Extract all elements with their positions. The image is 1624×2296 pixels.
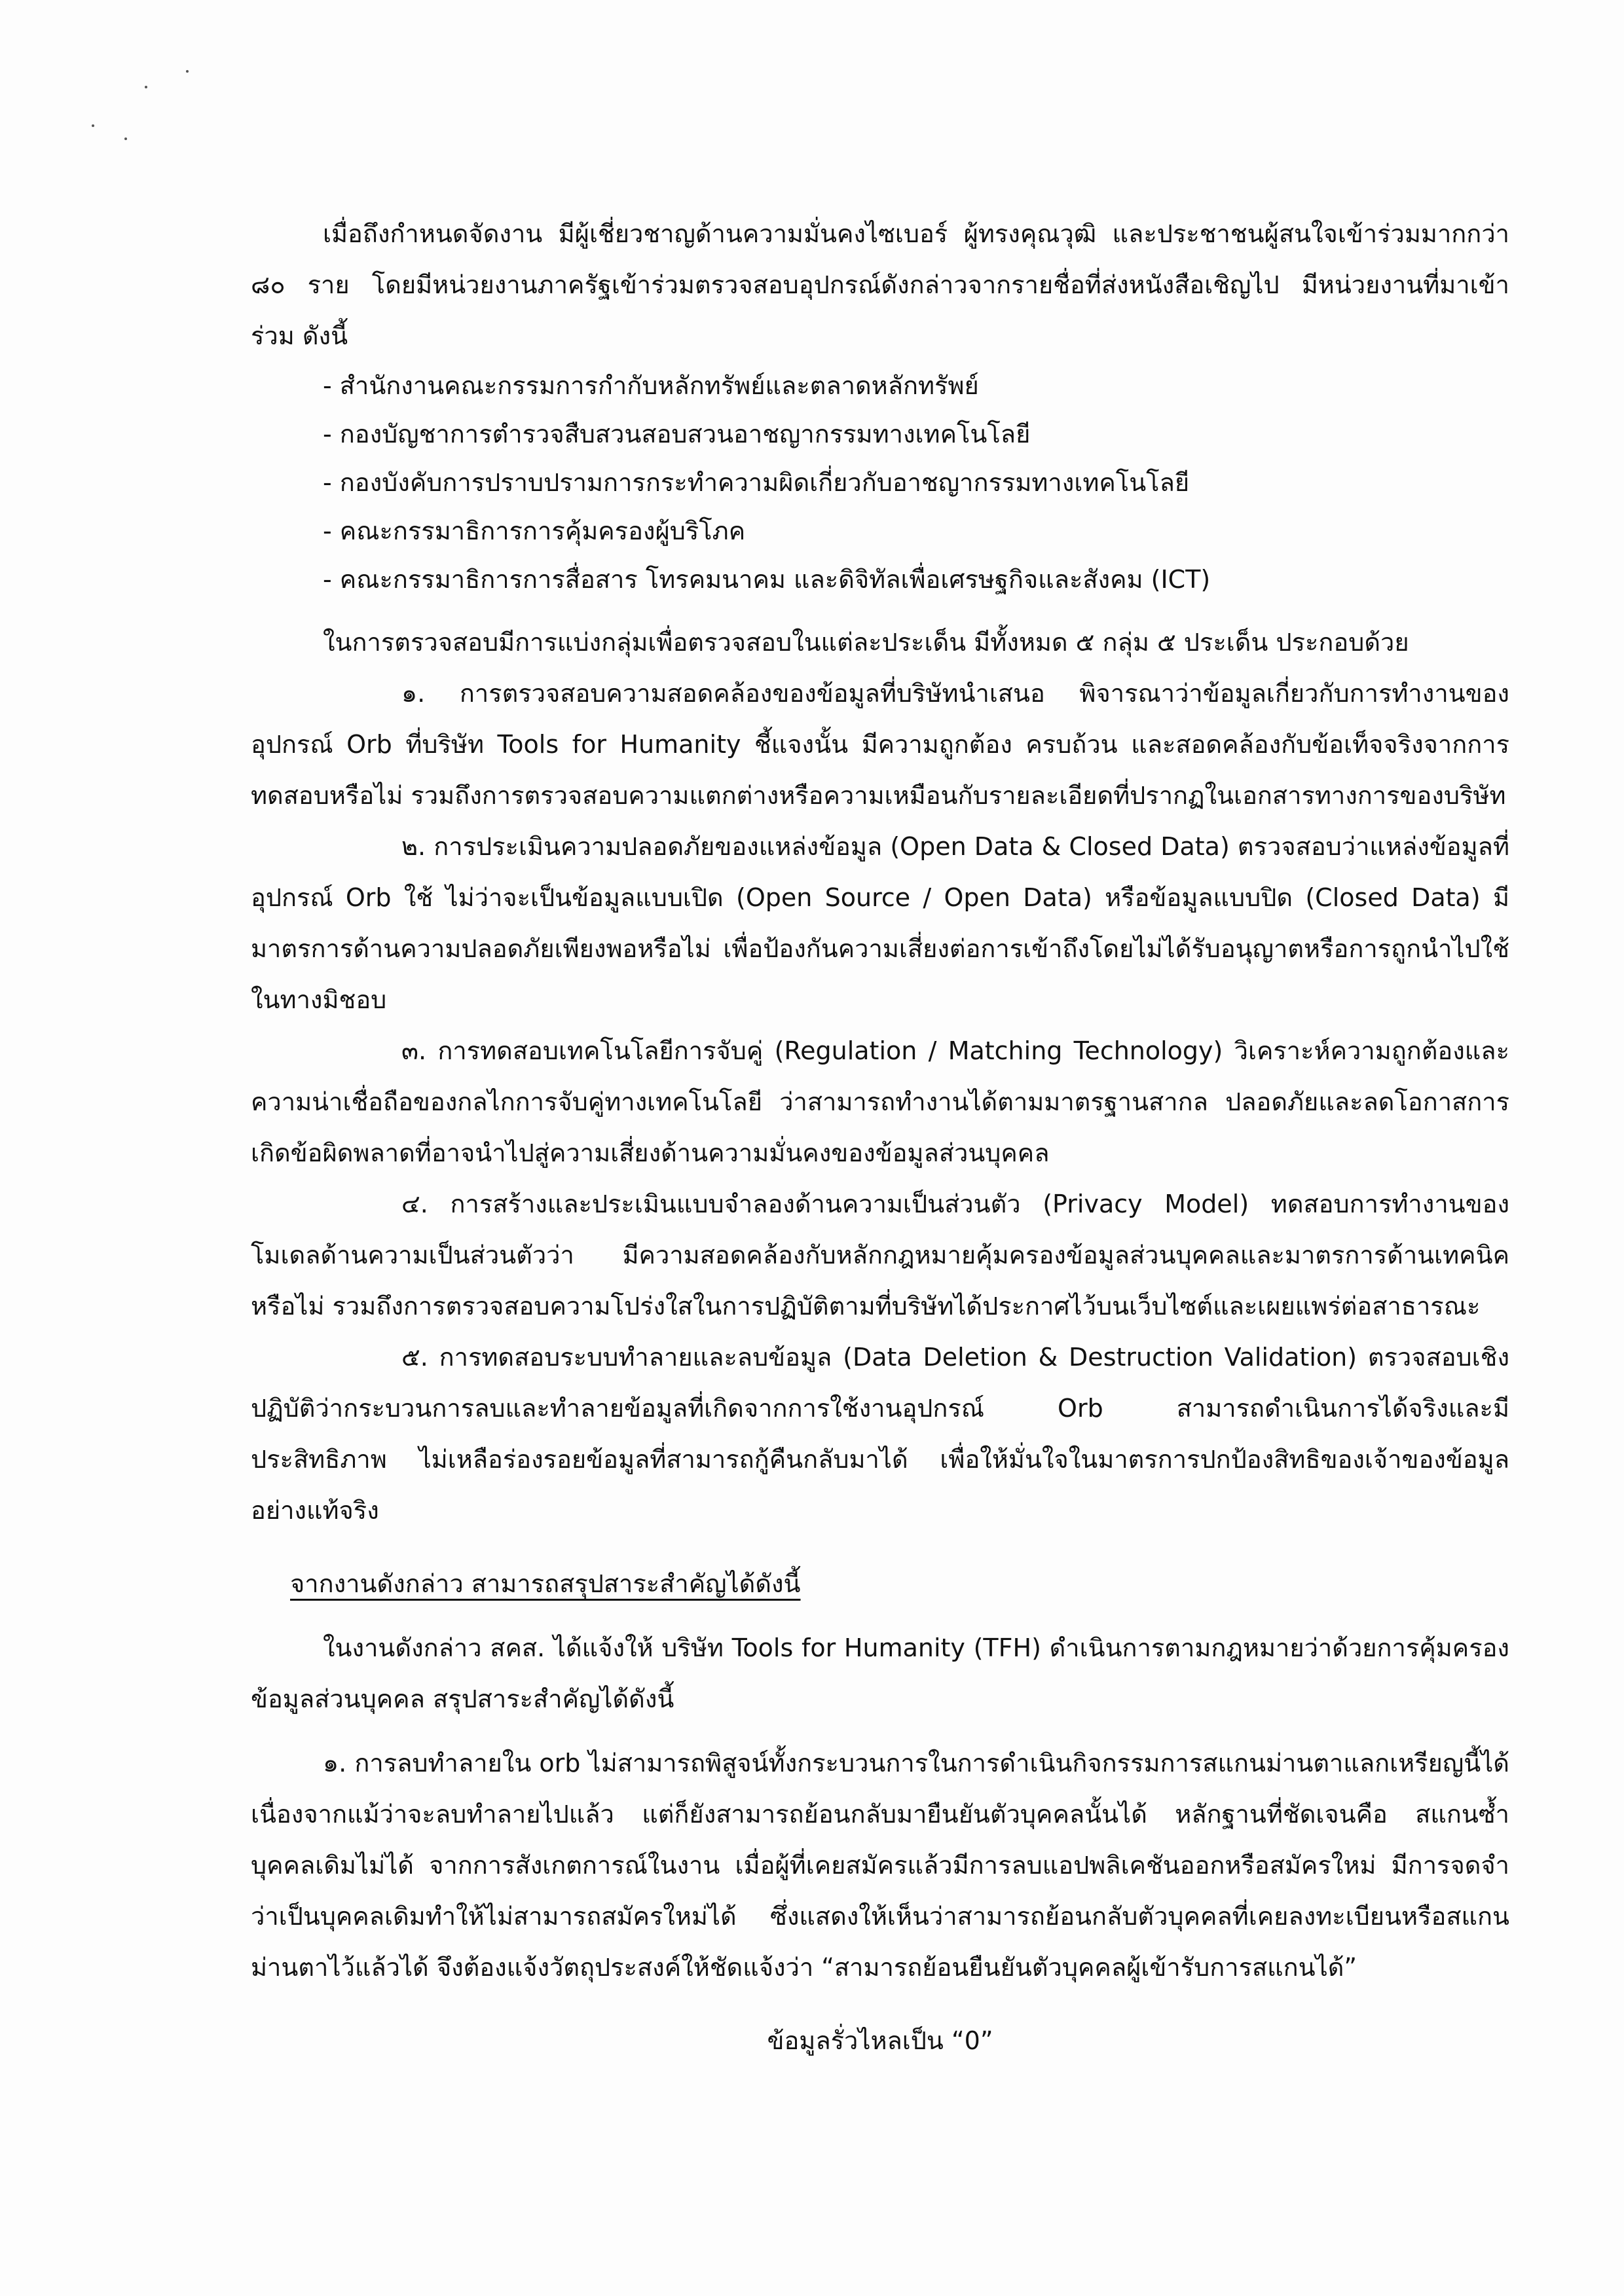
speck xyxy=(92,124,94,127)
agency-item: - คณะกรรมาธิการการสื่อสาร โทรคมนาคม และดิจิทัลเพื่อเศรษฐกิจและสังคม (ICT) xyxy=(323,565,1211,594)
agency-item: - สำนักงานคณะกรรมการกำกับหลักทรัพย์และตลาดหลักทรัพย์ xyxy=(323,371,979,400)
intro-paragraph: เมื่อถึงกำหนดจัดงาน มีผู้เชี่ยวชาญด้านความมั่นคงไซเบอร์ ผู้ทรงคุณวุฒิ และประชาชนผู้สนใจเข้าร่วมมากกว่า ๘๐ ราย โดยมีหน่วยงานภาครัฐเข้าร่วมตรวจสอบอุปกรณ์ดังกล่าวจากรายชื่อที่ส่งหนังสือเชิญไป มีหน่วยงานที่มาเข้าร่วม ดังนี้ xyxy=(251,219,1509,350)
leak-subheading: ข้อมูลรั่วไหลเป็น “0” xyxy=(767,2026,993,2055)
spacer xyxy=(251,1724,1509,1738)
agency-item: - คณะกรรมาธิการการคุ้มครองผู้บริโภค xyxy=(323,517,746,545)
speck xyxy=(145,86,147,88)
spacer xyxy=(251,1993,1509,2015)
speck xyxy=(186,70,189,73)
group-item-3: ๓. การทดสอบเทคโนโลยีการจับคู่ (Regulation / Matching Technology) วิเคราะห์ความถูกต้องและความน่าเชื่อถือของกลไกการจับคู่ทางเทคโนโลยี ว่าสามารถทำงานได้ตามมาตรฐานสากล ปลอดภัยและลดโอกาสการเกิดข้อผิดพลาดที่อาจนำไปสู่ความเสี่ยงด้านความมั่นคงของข้อมูลส่วนบุคคล xyxy=(251,1036,1509,1167)
spacer xyxy=(251,1536,1509,1558)
group-item-2: ๒. การประเมินความปลอดภัยของแหล่งข้อมูล (Open Data & Closed Data) ตรวจสอบว่าแหล่งข้อมูลที่อุปกรณ์ Orb ใช้ ไม่ว่าจะเป็นข้อมูลแบบเปิด (Open Source / Open Data) หรือข้อมูลแบบปิด (Closed Data) มีมาตรการด้านความปลอดภัยเพียงพอหรือไม่ เพื่อป้องกันความเสี่ยงต่อการเข้าถึงโดยไม่ได้รับอนุญาตหรือการถูกนำไปใช้ในทางมิชอบ xyxy=(251,832,1509,1014)
group-item-5: ๕. การทดสอบระบบทำลายและลบข้อมูล (Data Deletion & Destruction Validation) ตรวจสอบเชิงปฏิบัติว่ากระบวนการลบและทำลายข้อมูลที่เกิดจากการใช้งานอุปกรณ์ Orb สามารถดำเนินการได้จริงและมีประสิทธิภาพ ไม่เหลือร่องรอยข้อมูลที่สามารถกู้คืนกลับมาได้ เพื่อให้มั่นใจในมาตรการปกป้องสิทธิของเจ้าของข้อมูลอย่างแท้จริง xyxy=(251,1343,1509,1525)
group-item-4: ๔. การสร้างและประเมินแบบจำลองด้านความเป็นส่วนตัว (Privacy Model) ทดสอบการทำงานของโมเดลด้านความเป็นส่วนตัวว่า มีความสอดคล้องกับหลักกฎหมายคุ้มครองข้อมูลส่วนบุคคลและมาตรการด้านเทคนิคหรือไม่ รวมถึงการตรวจสอบความโปร่งใสในการปฏิบัติตามที่บริษัทได้ประกาศไว้บนเว็บไซต์และเผยแพร่ต่อสาธารณะ xyxy=(251,1190,1509,1321)
group-item-1: ๑. การตรวจสอบความสอดคล้องของข้อมูลที่บริษัทนำเสนอ พิจารณาว่าข้อมูลเกี่ยวกับการทำงานของอุปกรณ์ Orb ที่บริษัท Tools for Humanity ชี้แจงนั้น มีความถูกต้อง ครบถ้วน และสอดคล้องกับข้อเท็จจริงจากการทดสอบหรือไม่ รวมถึงการตรวจสอบความแตกต่างหรือความเหมือนกับรายละเอียดที่ปรากฏในเอกสารทางการของบริษัท xyxy=(251,679,1509,810)
spacer xyxy=(251,604,1509,617)
agency-item: - กองบัญชาการตำรวจสืบสวนสอบสวนอาชญากรรมทางเทคโนโลยี xyxy=(323,420,1031,448)
summary-intro: ในงานดังกล่าว สคส. ได้แจ้งให้ บริษัท Tools for Humanity (TFH) ดำเนินการตามกฎหมายว่าด้วยการคุ้มครองข้อมูลส่วนบุคคล สรุปสาระสำคัญได้ดังนี้ xyxy=(251,1633,1509,1713)
finding-1: ๑. การลบทำลายใน orb ไม่สามารถพิสูจน์ทั้งกระบวนการในการดำเนินกิจกรรมการสแกนม่านตาแลกเหรียญนี้ได้ เนื่องจากแม้ว่าจะลบทำลายไปแล้ว แต่ก็ยังสามารถย้อนกลับมายืนยันตัวบุคคลนั้นได้ หลักฐานที่ชัดเจนคือ สแกนซ้ำบุคคลเดิมไม่ได้ จากการสังเกตการณ์ในงาน เมื่อผู้ที่เคยสมัครแล้วมีการลบแอปพลิเคชันออกหรือสมัครใหม่ มีการจดจำว่าเป็นบุคคลเดิมทำให้ไม่สามารถสมัครใหม่ได้ ซึ่งแสดงให้เห็นว่าสามารถย้อนกลับตัวบุคคลที่เคยลงทะเบียนหรือสแกนม่านตาไว้แล้วได้ จึงต้องแจ้งวัตถุประสงค์ให้ชัดแจ้งว่า “สามารถย้อนยืนยันตัวบุคคลผู้เข้ารับการสแกนได้” xyxy=(251,1749,1509,1982)
document-body xyxy=(251,208,1509,2066)
agency-item: - กองบังคับการปราบปรามการกระทำความผิดเกี่ยวกับอาชญากรรมทางเทคโนโลยี xyxy=(323,468,1190,497)
speck xyxy=(124,137,127,140)
spacer xyxy=(251,1609,1509,1622)
agency-list xyxy=(251,361,1509,604)
groups-intro: ในการตรวจสอบมีการแบ่งกลุ่มเพื่อตรวจสอบในแต่ละประเด็น มีทั้งหมด ๕ กลุ่ม ๕ ประเด็น ประกอบด้วย xyxy=(323,628,1409,657)
summary-heading: จากงานดังกล่าว สามารถสรุปสาระสำคัญได้ดังนี้ xyxy=(290,1569,801,1598)
